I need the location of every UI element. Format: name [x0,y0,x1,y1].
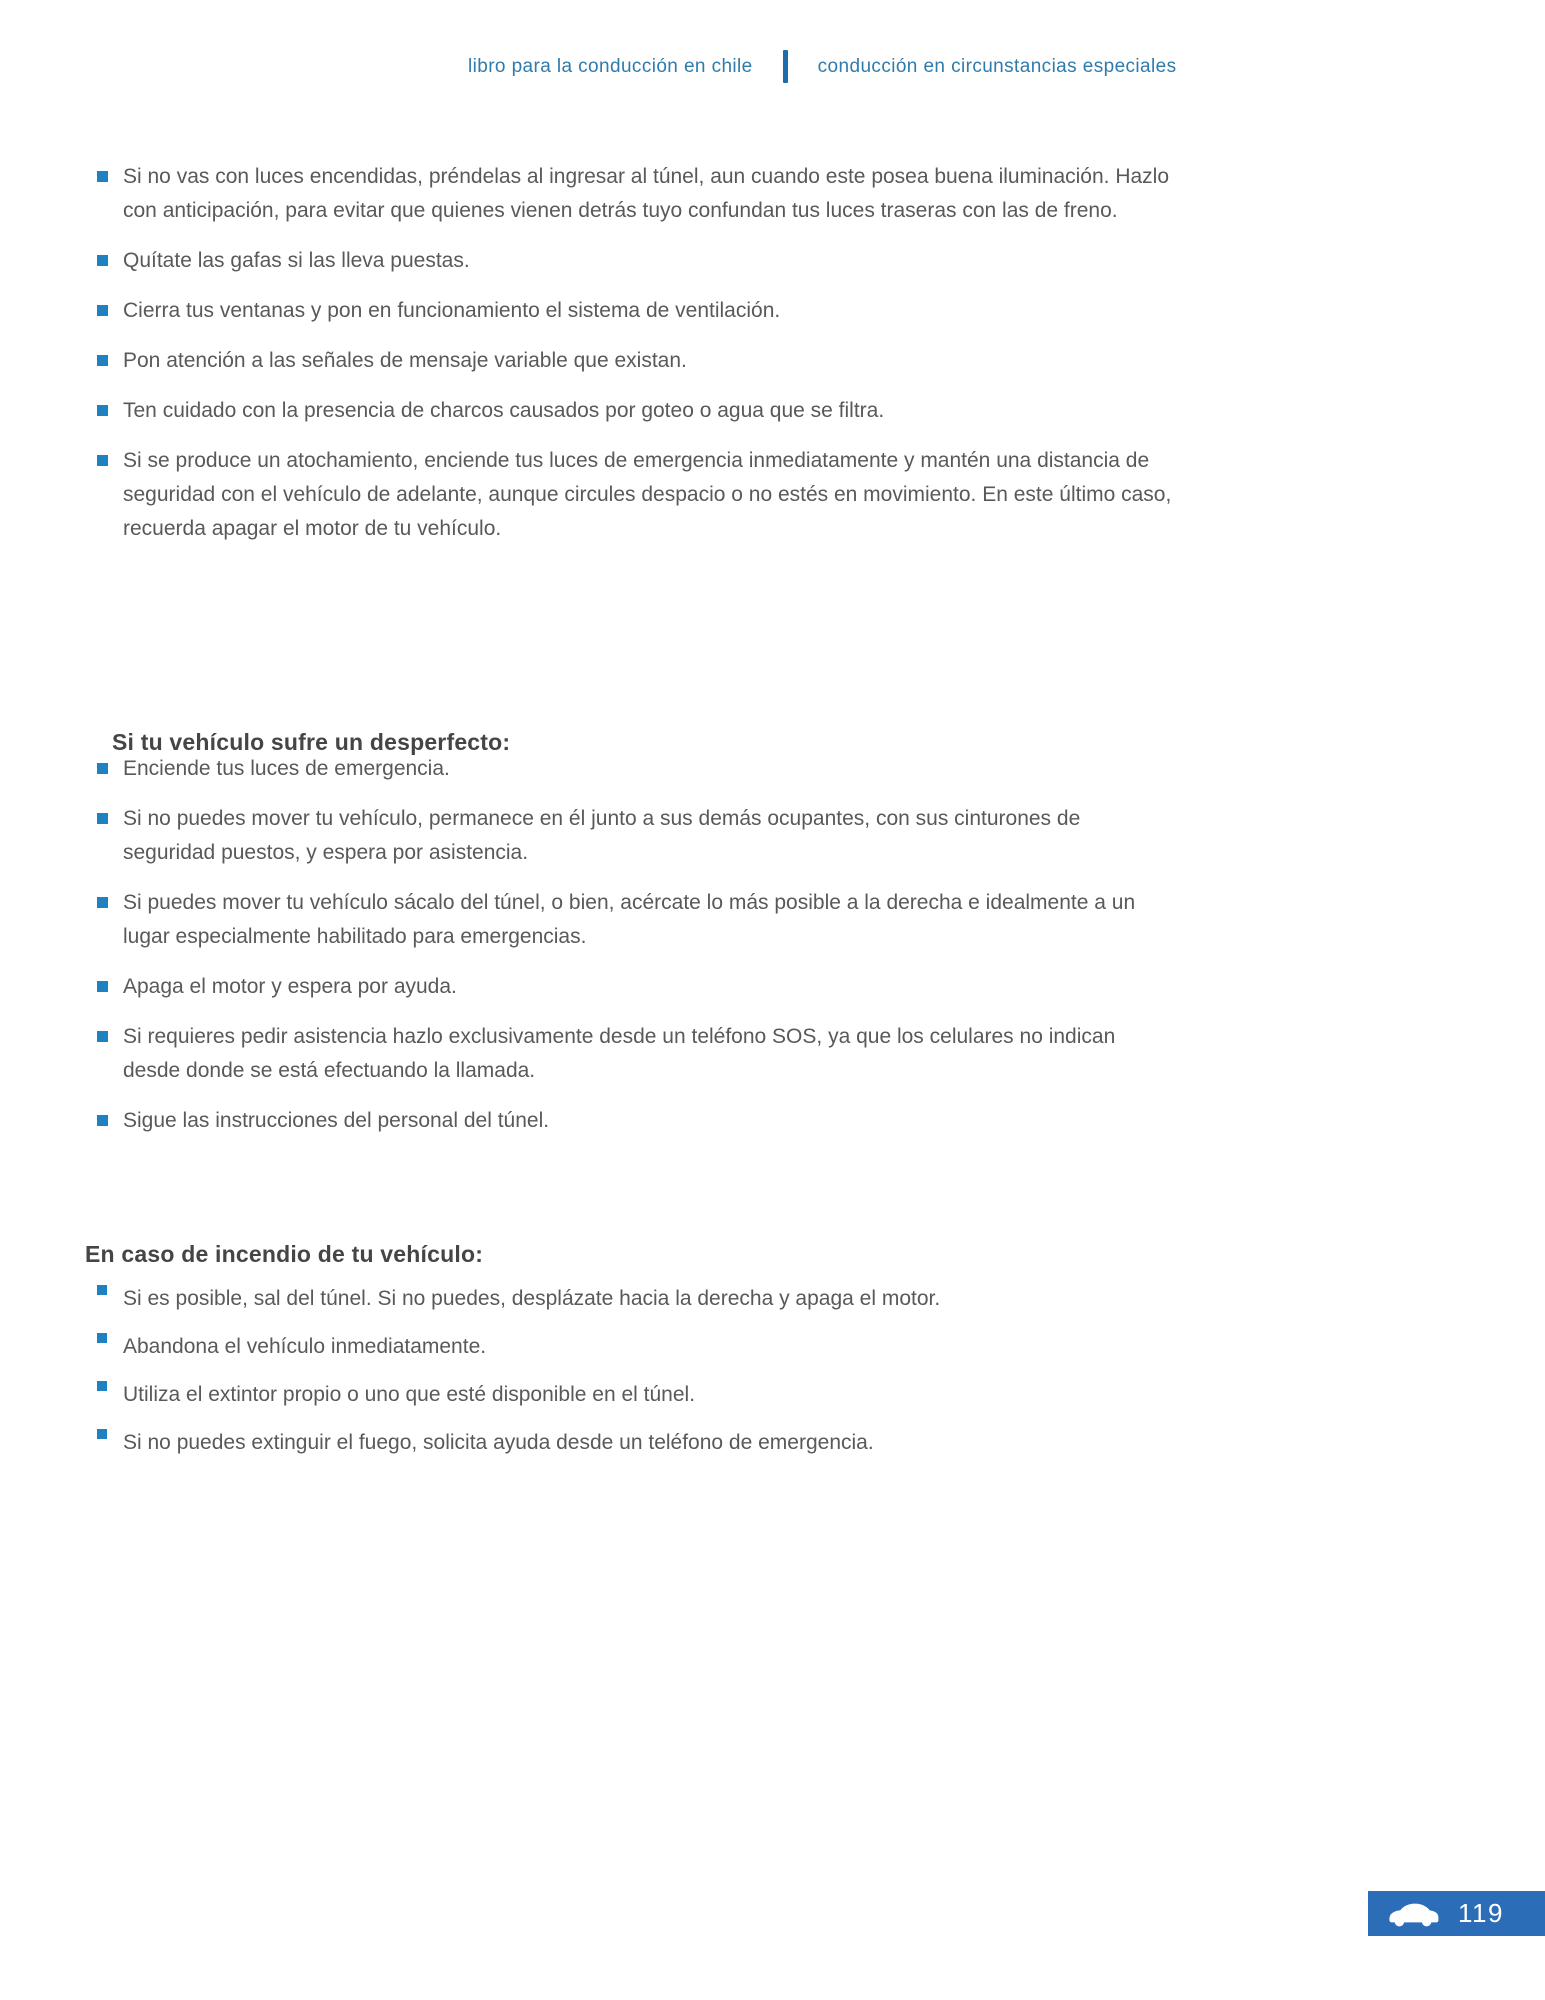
list-item [95,294,1173,328]
list-item [95,1104,1173,1138]
bullet-square-icon [97,1429,107,1439]
list-item-text: Ten cuidado con la presencia de charcos causados por goteo o agua que se filtra. [123,399,885,422]
list-item-text: Si no vas con luces encendidas, préndelas al ingresar al túnel, aun cuando este posea buena iluminación. Hazlo con anticipación, para evitar que quienes vienen detrás tuyo confundan tus luces traseras con las de freno. [123,165,1170,222]
list-item [95,802,1173,870]
intro-bullet-section [95,160,1173,562]
desperfecto-bullet-section [95,752,1173,1154]
list-item-text: Si puedes mover tu vehículo sácalo del túnel, o bien, acércate lo más posible a la derecha e idealmente a un lugar especialmente habilitado para emergencias. [123,891,1136,948]
list-item [95,1330,1173,1364]
list-item-text: Cierra tus ventanas y pon en funcionamiento el sistema de ventilación. [123,299,781,322]
bullet-square-icon [97,255,108,266]
list-item [95,886,1173,954]
header-separator-bar [783,50,788,83]
list-item-text: Si se produce un atochamiento, enciende tus luces de emergencia inmediatamente y mantén una distancia de seguridad con el vehículo de adelante, aunque circules despacio o no estés en movimiento. En este último caso, recuerda apagar el motor de tu vehículo. [123,449,1172,540]
bullet-square-icon [97,1285,107,1295]
intro-bullet-list [95,160,1173,546]
list-item-text: Utiliza el extintor propio o uno que esté disponible en el túnel. [123,1383,696,1406]
list-item-text: Enciende tus luces de emergencia. [123,757,450,780]
desperfecto-bullet-list [95,752,1173,1138]
bullet-square-icon [97,1381,107,1391]
list-item [95,1426,1173,1460]
list-item [95,344,1173,378]
header-right-title: conducción en circunstancias especiales [817,55,1177,77]
list-item [95,444,1173,546]
incendio-bullet-section [95,1282,1173,1474]
list-item-text: Sigue las instrucciones del personal del túnel. [123,1109,550,1132]
list-item [95,1020,1173,1088]
list-item-text: Si no puedes extinguir el fuego, solicita ayuda desde un teléfono de emergencia. [123,1431,874,1454]
list-item [95,752,1173,786]
list-item-text: Apaga el motor y espera por ayuda. [123,975,457,998]
bullet-square-icon [97,171,108,182]
incendio-bullet-list [95,1282,1173,1460]
list-item [95,1282,1173,1316]
page-number: 119 [1458,1898,1504,1928]
list-item-text: Pon atención a las señales de mensaje variable que existan. [123,349,687,372]
list-item-text: Abandona el vehículo inmediatamente. [123,1335,487,1358]
list-item [95,244,1173,278]
car-icon [1384,1899,1442,1929]
list-item-text: Si requieres pedir asistencia hazlo exclusivamente desde un teléfono SOS, ya que los celulares no indican desde donde se está efectuando la llamada. [123,1025,1116,1082]
bullet-square-icon [97,897,108,908]
list-item-text: Quítate las gafas si las lleva puestas. [123,249,470,272]
section-heading-incendio: En caso de incendio de tu vehículo: [85,1241,484,1268]
bullet-square-icon [97,405,108,416]
section-heading-desperfecto: Si tu vehículo sufre un desperfecto: [112,729,511,756]
list-item-text: Si es posible, sal del túnel. Si no puedes, desplázate hacia la derecha y apaga el motor. [123,1287,941,1310]
bullet-square-icon [97,763,108,774]
bullet-square-icon [97,355,108,366]
bullet-square-icon [97,813,108,824]
bullet-square-icon [97,981,108,992]
bullet-square-icon [97,455,108,466]
page-header [468,50,1177,83]
bullet-square-icon [97,1115,108,1126]
footer-page-badge [1368,1891,1545,1936]
bullet-square-icon [97,1031,108,1042]
list-item [95,394,1173,428]
header-left-title: libro para la conducción en chile [468,55,753,77]
bullet-square-icon [97,305,108,316]
list-item [95,160,1173,228]
list-item-text: Si no puedes mover tu vehículo, permanece en él junto a sus demás ocupantes, con sus cinturones de seguridad puestos, y espera por asistencia. [123,807,1081,864]
bullet-square-icon [97,1333,107,1343]
list-item [95,1378,1173,1412]
list-item [95,970,1173,1004]
